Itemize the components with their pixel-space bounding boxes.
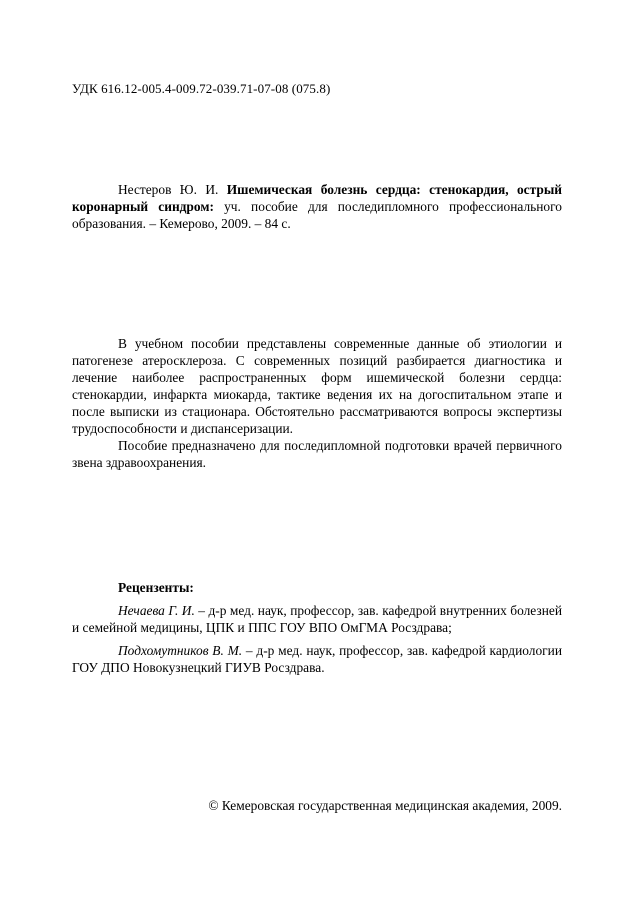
reviewer-1 — [72, 602, 562, 636]
abstract — [72, 335, 562, 471]
reviewer-1-details: – д-р мед. наук, профессор, зав. кафедрой внутренних болезней и семейной медицины, ЦПК и ППС ГОУ ВПО ОмГМА Росздрава; — [72, 603, 562, 635]
bibliographic-citation — [72, 181, 562, 232]
citation-details: уч. пособие для последипломного профессионального образования. – Кемерово, 2009. – 84 с. — [72, 199, 562, 231]
abstract-paragraph-1: В учебном пособии представлены современные данные об этиологии и патогенезе атеросклероза. С современных позиций разбирается диагностика и лечение наиболее распространенных форм ишемической болезни сердца: стенокардии, инфаркта миокарда, тактике ведения их на догоспитальном этапе и после выписки из стационара. Обстоятельно рассматриваются вопросы экспертизы трудоспособности и диспансеризации. — [72, 336, 562, 436]
udk-code: УДК 616.12-005.4-009.72-039.71-07-08 (075.8) — [72, 81, 331, 96]
reviewer-2 — [72, 642, 562, 676]
reviewer-1-name: Нечаева Г. И. — [118, 603, 195, 618]
copyright-notice: © Кемеровская государственная медицинская академия, 2009. — [208, 798, 562, 813]
citation-title: Ишемическая болезнь сердца: стенокардия, острый коронарный синдром: — [72, 182, 562, 214]
reviewers-section — [72, 579, 562, 676]
reviewer-2-details: – д-р мед. наук, профессор, зав. кафедрой кардиологии ГОУ ДПО Новокузнецкий ГИУВ Росздрава. — [72, 643, 563, 675]
abstract-paragraph-2: Пособие предназначено для последипломной подготовки врачей первичного звена здравоохранения. — [72, 438, 562, 470]
citation-author: Нестеров Ю. И. — [118, 182, 219, 197]
reviewer-2-name: Подхомутников В. М. — [118, 643, 243, 658]
reviewers-heading: Рецензенты: — [118, 580, 194, 595]
